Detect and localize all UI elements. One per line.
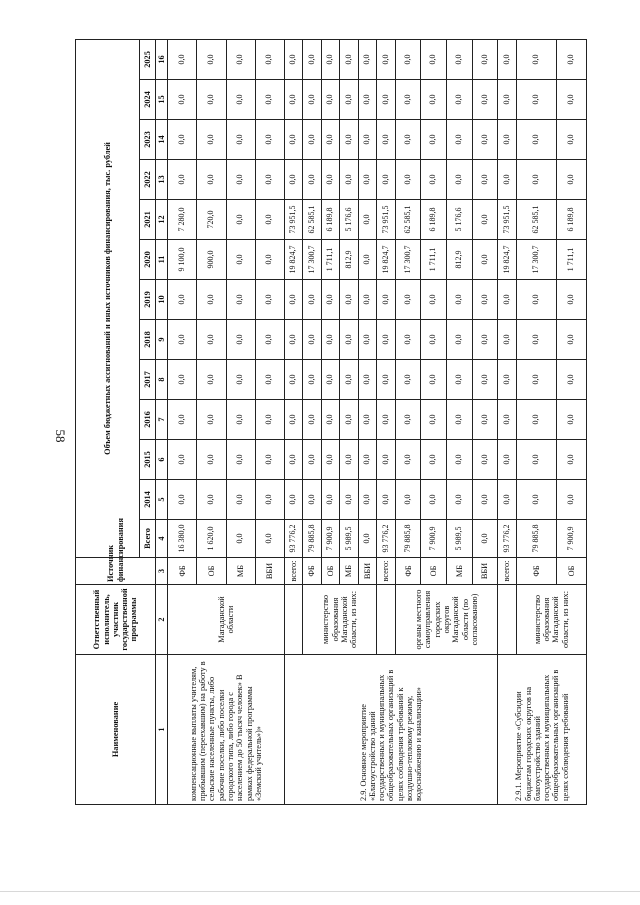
amount-cell: 0,0 xyxy=(447,160,473,200)
amount-cell: 0,0 xyxy=(358,320,377,360)
amount-cell: 19 824,7 xyxy=(377,240,396,280)
amount-cell: 0,0 xyxy=(421,80,447,120)
executor-name xyxy=(498,585,517,655)
amount-cell: 0,0 xyxy=(472,360,498,400)
amount-cell: 0,0 xyxy=(284,39,303,79)
amount-cell: 0,0 xyxy=(340,360,359,400)
amount-cell: 0,0 xyxy=(498,120,517,160)
amount-cell: 0,0 xyxy=(197,320,226,360)
amount-cell: 0,0 xyxy=(226,400,255,440)
amount-cell: 0,0 xyxy=(556,400,586,440)
funding-source: МБ xyxy=(447,558,473,585)
funding-source: ОБ xyxy=(321,558,340,585)
header-year: 2017 xyxy=(140,360,156,400)
amount-cell: 0,0 xyxy=(498,440,517,480)
amount-cell: 0,0 xyxy=(226,80,255,120)
amount-cell: 0,0 xyxy=(197,440,226,480)
amount-cell: 0,0 xyxy=(226,280,255,320)
amount-cell: 0,0 xyxy=(447,120,473,160)
amount-cell: 0,0 xyxy=(516,400,556,440)
amount-cell: 0,0 xyxy=(168,280,197,320)
funding-source: ВБИ xyxy=(255,558,284,585)
amount-cell: 0,0 xyxy=(358,160,377,200)
funding-source: ВБИ xyxy=(472,558,498,585)
amount-cell: 0,0 xyxy=(358,240,377,280)
amount-cell: 0,0 xyxy=(498,360,517,400)
amount-cell: 0,0 xyxy=(226,360,255,400)
column-index: 9 xyxy=(156,320,168,360)
amount-cell: 0,0 xyxy=(303,400,322,440)
column-index: 12 xyxy=(156,200,168,240)
amount-cell: 0,0 xyxy=(516,80,556,120)
amount-cell: 0,0 xyxy=(377,360,396,400)
amount-cell: 19 824,7 xyxy=(498,240,517,280)
amount-cell: 7 280,0 xyxy=(168,200,197,240)
amount-cell: 0,0 xyxy=(340,39,359,79)
amount-cell: 1 620,0 xyxy=(197,520,226,558)
amount-cell: 0,0 xyxy=(395,360,421,400)
amount-cell: 0,0 xyxy=(421,39,447,79)
amount-cell: 1 711,1 xyxy=(556,240,586,280)
amount-cell: 0,0 xyxy=(556,80,586,120)
amount-cell: 73 951,5 xyxy=(498,200,517,240)
amount-cell: 0,0 xyxy=(168,320,197,360)
amount-cell: 0,0 xyxy=(168,160,197,200)
amount-cell: 0,0 xyxy=(358,280,377,320)
amount-cell: 0,0 xyxy=(447,39,473,79)
amount-cell: 5 989,5 xyxy=(447,520,473,558)
amount-cell: 0,0 xyxy=(395,440,421,480)
amount-cell: 0,0 xyxy=(421,360,447,400)
amount-cell: 0,0 xyxy=(516,280,556,320)
amount-cell: 0,0 xyxy=(284,320,303,360)
amount-cell: 9 100,0 xyxy=(168,240,197,280)
amount-cell: 0,0 xyxy=(447,80,473,120)
header-year: 2016 xyxy=(140,400,156,440)
amount-cell: 0,0 xyxy=(516,360,556,400)
amount-cell: 6 189,8 xyxy=(321,200,340,240)
amount-cell: 0,0 xyxy=(421,320,447,360)
amount-cell: 0,0 xyxy=(284,480,303,520)
amount-cell: 0,0 xyxy=(197,160,226,200)
amount-cell: 5 176,6 xyxy=(340,200,359,240)
amount-cell: 0,0 xyxy=(340,120,359,160)
amount-cell: 0,0 xyxy=(168,120,197,160)
amount-cell: 0,0 xyxy=(303,39,322,79)
amount-cell: 0,0 xyxy=(255,39,284,79)
amount-cell: 0,0 xyxy=(472,520,498,558)
funding-source: ОБ xyxy=(556,558,586,585)
table-row xyxy=(284,39,303,804)
amount-cell: 62 585,1 xyxy=(516,200,556,240)
funding-source: ОБ xyxy=(197,558,226,585)
column-index: 4 xyxy=(156,520,168,558)
amount-cell: 0,0 xyxy=(395,120,421,160)
amount-cell: 0,0 xyxy=(226,39,255,79)
amount-cell: 0,0 xyxy=(303,320,322,360)
amount-cell: 0,0 xyxy=(340,480,359,520)
amount-cell: 0,0 xyxy=(340,320,359,360)
amount-cell: 0,0 xyxy=(321,80,340,120)
amount-cell: 79 885,8 xyxy=(395,520,421,558)
column-index-row xyxy=(156,39,168,804)
amount-cell: 0,0 xyxy=(284,80,303,120)
amount-cell: 0,0 xyxy=(226,240,255,280)
amount-cell: 0,0 xyxy=(377,400,396,440)
amount-cell: 0,0 xyxy=(377,39,396,79)
amount-cell: 0,0 xyxy=(472,39,498,79)
amount-cell: 0,0 xyxy=(321,400,340,440)
amount-cell: 0,0 xyxy=(284,280,303,320)
rotated-table-container xyxy=(75,40,587,805)
amount-cell: 0,0 xyxy=(321,39,340,79)
funding-source: ФБ xyxy=(516,558,556,585)
amount-cell: 0,0 xyxy=(284,160,303,200)
column-index: 14 xyxy=(156,120,168,160)
column-index: 3 xyxy=(156,558,168,585)
amount-cell: 0,0 xyxy=(197,39,226,79)
amount-cell: 0,0 xyxy=(377,320,396,360)
amount-cell: 0,0 xyxy=(197,360,226,400)
amount-cell: 0,0 xyxy=(447,440,473,480)
amount-cell: 0,0 xyxy=(358,520,377,558)
column-index: 5 xyxy=(156,480,168,520)
amount-cell: 0,0 xyxy=(255,320,284,360)
amount-cell: 0,0 xyxy=(303,480,322,520)
amount-cell: 0,0 xyxy=(556,39,586,79)
amount-cell: 0,0 xyxy=(421,400,447,440)
header-year: 2025 xyxy=(140,39,156,79)
amount-cell: 0,0 xyxy=(498,160,517,200)
column-index: 15 xyxy=(156,80,168,120)
amount-cell: 62 585,1 xyxy=(303,200,322,240)
amount-cell: 0,0 xyxy=(395,39,421,79)
column-index: 2 xyxy=(156,585,168,655)
amount-cell: 93 776,2 xyxy=(284,520,303,558)
amount-cell: 0,0 xyxy=(472,400,498,440)
amount-cell: 93 776,2 xyxy=(377,520,396,558)
header-year: 2024 xyxy=(140,80,156,120)
amount-cell: 0,0 xyxy=(168,360,197,400)
measure-name: 2.9. Основное мероприятие «Благоустройство зданий государственных и муниципальных общеобразовательных организаций в целях соблюдения требований к воздушно-тепловому режиму, водоснабжению и канализации» xyxy=(284,655,498,805)
funding-source: ВБИ xyxy=(358,558,377,585)
amount-cell: 0,0 xyxy=(226,200,255,240)
amount-cell: 0,0 xyxy=(516,320,556,360)
amount-cell: 79 885,8 xyxy=(303,520,322,558)
funding-source: всего: xyxy=(377,558,396,585)
amount-cell: 0,0 xyxy=(395,160,421,200)
amount-cell: 0,0 xyxy=(498,400,517,440)
amount-cell: 62 585,1 xyxy=(395,200,421,240)
header-year: 2018 xyxy=(140,320,156,360)
amount-cell: 0,0 xyxy=(321,120,340,160)
amount-cell: 0,0 xyxy=(168,80,197,120)
amount-cell: 0,0 xyxy=(321,160,340,200)
amount-cell: 0,0 xyxy=(516,120,556,160)
table-row xyxy=(498,39,517,804)
amount-cell: 0,0 xyxy=(321,440,340,480)
funding-source: ФБ xyxy=(395,558,421,585)
amount-cell: 0,0 xyxy=(284,120,303,160)
amount-cell: 0,0 xyxy=(197,120,226,160)
amount-cell: 0,0 xyxy=(556,440,586,480)
amount-cell: 0,0 xyxy=(447,320,473,360)
amount-cell: 0,0 xyxy=(321,320,340,360)
amount-cell: 0,0 xyxy=(472,440,498,480)
amount-cell: 0,0 xyxy=(358,200,377,240)
amount-cell: 0,0 xyxy=(284,400,303,440)
amount-cell: 0,0 xyxy=(255,360,284,400)
amount-cell: 0,0 xyxy=(255,280,284,320)
page-number: 58 xyxy=(53,429,68,443)
header-year: 2023 xyxy=(140,120,156,160)
amount-cell: 0,0 xyxy=(303,160,322,200)
amount-cell: 0,0 xyxy=(340,440,359,480)
amount-cell: 0,0 xyxy=(340,80,359,120)
amount-cell: 0,0 xyxy=(377,440,396,480)
amount-cell: 0,0 xyxy=(226,160,255,200)
amount-cell: 0,0 xyxy=(358,120,377,160)
column-index: 16 xyxy=(156,39,168,79)
executor-name: министерство образования Магаданской области, из них: xyxy=(516,585,586,655)
amount-cell: 0,0 xyxy=(377,280,396,320)
amount-cell: 0,0 xyxy=(226,120,255,160)
amount-cell: 0,0 xyxy=(498,480,517,520)
amount-cell: 0,0 xyxy=(556,280,586,320)
header-year: 2019 xyxy=(140,280,156,320)
amount-cell: 0,0 xyxy=(472,200,498,240)
amount-cell: 900,0 xyxy=(197,240,226,280)
funding-table xyxy=(75,39,587,805)
amount-cell: 0,0 xyxy=(377,480,396,520)
amount-cell: 720,0 xyxy=(197,200,226,240)
amount-cell: 0,0 xyxy=(421,160,447,200)
amount-cell: 0,0 xyxy=(447,280,473,320)
funding-source: ФБ xyxy=(303,558,322,585)
header-row-1 xyxy=(76,39,140,804)
funding-source: МБ xyxy=(226,558,255,585)
amount-cell: 0,0 xyxy=(421,440,447,480)
amount-cell: 19 824,7 xyxy=(284,240,303,280)
amount-cell: 0,0 xyxy=(226,320,255,360)
amount-cell: 79 885,8 xyxy=(516,520,556,558)
column-index: 1 xyxy=(156,655,168,805)
amount-cell: 0,0 xyxy=(255,400,284,440)
table-row xyxy=(168,39,197,804)
amount-cell: 0,0 xyxy=(284,440,303,480)
header-executor: Ответственный исполнитель, участник государственной программы xyxy=(76,585,156,655)
amount-cell: 0,0 xyxy=(358,440,377,480)
amount-cell: 0,0 xyxy=(358,400,377,440)
amount-cell: 0,0 xyxy=(358,360,377,400)
amount-cell: 0,0 xyxy=(472,80,498,120)
amount-cell: 73 951,5 xyxy=(377,200,396,240)
amount-cell: 0,0 xyxy=(255,160,284,200)
header-source: Источник финансирования xyxy=(76,558,156,585)
measure-name: компенсационные выплаты учителям, прибывшим (переехавшим) на работу в сельские населенные пункты, либо рабочие поселки, либо поселки городского типа, либо города с населением до 50 тысяч человек» В рамках федеральной программы «Земский учитель»)» xyxy=(168,655,285,805)
amount-cell: 0,0 xyxy=(421,280,447,320)
column-index: 13 xyxy=(156,160,168,200)
amount-cell: 0,0 xyxy=(197,400,226,440)
amount-cell: 0,0 xyxy=(395,400,421,440)
amount-cell: 0,0 xyxy=(498,280,517,320)
amount-cell: 0,0 xyxy=(472,480,498,520)
column-index: 11 xyxy=(156,240,168,280)
amount-cell: 1 711,1 xyxy=(421,240,447,280)
amount-cell: 0,0 xyxy=(303,360,322,400)
amount-cell: 6 189,8 xyxy=(421,200,447,240)
header-year: 2022 xyxy=(140,160,156,200)
column-index: 10 xyxy=(156,280,168,320)
amount-cell: 0,0 xyxy=(395,280,421,320)
amount-cell: 0,0 xyxy=(226,480,255,520)
amount-cell: 0,0 xyxy=(321,360,340,400)
measure-name: 2.9.1. Мероприятие «Субсидии бюджетам городских округов на благоустройство зданий государственных и муниципальных общеобразовательных организаций в целях соблюдения требований xyxy=(498,655,587,805)
amount-cell: 0,0 xyxy=(255,480,284,520)
column-index: 6 xyxy=(156,440,168,480)
amount-cell: 0,0 xyxy=(556,160,586,200)
amount-cell: 0,0 xyxy=(516,160,556,200)
amount-cell: 0,0 xyxy=(447,400,473,440)
amount-cell: 0,0 xyxy=(556,480,586,520)
amount-cell: 0,0 xyxy=(303,80,322,120)
amount-cell: 0,0 xyxy=(284,360,303,400)
amount-cell: 0,0 xyxy=(197,80,226,120)
amount-cell: 0,0 xyxy=(556,360,586,400)
amount-cell: 0,0 xyxy=(321,480,340,520)
amount-cell: 0,0 xyxy=(255,520,284,558)
amount-cell: 0,0 xyxy=(516,39,556,79)
amount-cell: 0,0 xyxy=(303,120,322,160)
amount-cell: 5 989,5 xyxy=(340,520,359,558)
amount-cell: 0,0 xyxy=(255,80,284,120)
scan-edge-bottom xyxy=(0,891,640,892)
amount-cell: 0,0 xyxy=(168,400,197,440)
amount-cell: 0,0 xyxy=(168,480,197,520)
amount-cell: 0,0 xyxy=(303,280,322,320)
funding-source: всего: xyxy=(284,558,303,585)
amount-cell: 0,0 xyxy=(226,520,255,558)
amount-cell: 7 900,9 xyxy=(421,520,447,558)
amount-cell: 0,0 xyxy=(168,39,197,79)
amount-cell: 0,0 xyxy=(516,480,556,520)
amount-cell: 0,0 xyxy=(498,39,517,79)
header-year: 2014 xyxy=(140,480,156,520)
amount-cell: 0,0 xyxy=(340,280,359,320)
amount-cell: 0,0 xyxy=(226,440,255,480)
column-index: 8 xyxy=(156,360,168,400)
amount-cell: 0,0 xyxy=(377,160,396,200)
funding-source: ФБ xyxy=(168,558,197,585)
amount-cell: 0,0 xyxy=(395,320,421,360)
amount-cell: 0,0 xyxy=(472,120,498,160)
header-name: Наименование xyxy=(76,655,156,805)
amount-cell: 0,0 xyxy=(395,80,421,120)
header-total: Всего xyxy=(140,520,156,558)
amount-cell: 0,0 xyxy=(472,280,498,320)
funding-source: всего: xyxy=(498,558,517,585)
amount-cell: 0,0 xyxy=(197,480,226,520)
executor-name: органы местного самоуправления городских округов Магаданской области (по согласованию) xyxy=(395,585,497,655)
amount-cell: 0,0 xyxy=(472,160,498,200)
amount-cell: 0,0 xyxy=(421,480,447,520)
amount-cell: 0,0 xyxy=(255,240,284,280)
amount-cell: 17 300,7 xyxy=(516,240,556,280)
funding-source: ОБ xyxy=(421,558,447,585)
amount-cell: 812,9 xyxy=(340,240,359,280)
header-funding-title: Объем бюджетных ассигнований и иных источников финансирования, тыс. рублей xyxy=(76,39,140,557)
amount-cell: 0,0 xyxy=(556,120,586,160)
amount-cell: 0,0 xyxy=(358,39,377,79)
amount-cell: 0,0 xyxy=(255,200,284,240)
amount-cell: 16 380,0 xyxy=(168,520,197,558)
amount-cell: 0,0 xyxy=(472,240,498,280)
amount-cell: 17 300,7 xyxy=(303,240,322,280)
amount-cell: 0,0 xyxy=(321,280,340,320)
amount-cell: 0,0 xyxy=(377,120,396,160)
amount-cell: 0,0 xyxy=(377,80,396,120)
amount-cell: 0,0 xyxy=(498,320,517,360)
amount-cell: 0,0 xyxy=(395,480,421,520)
amount-cell: 0,0 xyxy=(472,320,498,360)
amount-cell: 93 776,2 xyxy=(498,520,517,558)
amount-cell: 0,0 xyxy=(168,440,197,480)
amount-cell: 1 711,1 xyxy=(321,240,340,280)
executor-name: министерство образования Магаданской области, из них: xyxy=(303,585,377,655)
amount-cell: 812,9 xyxy=(447,240,473,280)
amount-cell: 0,0 xyxy=(498,80,517,120)
amount-cell: 0,0 xyxy=(516,440,556,480)
executor-name xyxy=(284,585,303,655)
amount-cell: 0,0 xyxy=(421,120,447,160)
amount-cell: 0,0 xyxy=(556,320,586,360)
header-year: 2021 xyxy=(140,200,156,240)
funding-source: МБ xyxy=(340,558,359,585)
amount-cell: 7 900,9 xyxy=(321,520,340,558)
amount-cell: 0,0 xyxy=(255,120,284,160)
executor-name: Магаданской области xyxy=(168,585,285,655)
amount-cell: 73 951,5 xyxy=(284,200,303,240)
header-year: 2015 xyxy=(140,440,156,480)
amount-cell: 0,0 xyxy=(447,360,473,400)
amount-cell: 17 300,7 xyxy=(395,240,421,280)
amount-cell: 0,0 xyxy=(197,280,226,320)
amount-cell: 5 176,6 xyxy=(447,200,473,240)
executor-name xyxy=(377,585,396,655)
amount-cell: 7 900,9 xyxy=(556,520,586,558)
header-year: 2020 xyxy=(140,240,156,280)
column-index: 7 xyxy=(156,400,168,440)
amount-cell: 0,0 xyxy=(340,160,359,200)
amount-cell: 0,0 xyxy=(255,440,284,480)
amount-cell: 0,0 xyxy=(303,440,322,480)
amount-cell: 6 189,8 xyxy=(556,200,586,240)
amount-cell: 0,0 xyxy=(447,480,473,520)
amount-cell: 0,0 xyxy=(358,80,377,120)
amount-cell: 0,0 xyxy=(358,480,377,520)
amount-cell: 0,0 xyxy=(340,400,359,440)
